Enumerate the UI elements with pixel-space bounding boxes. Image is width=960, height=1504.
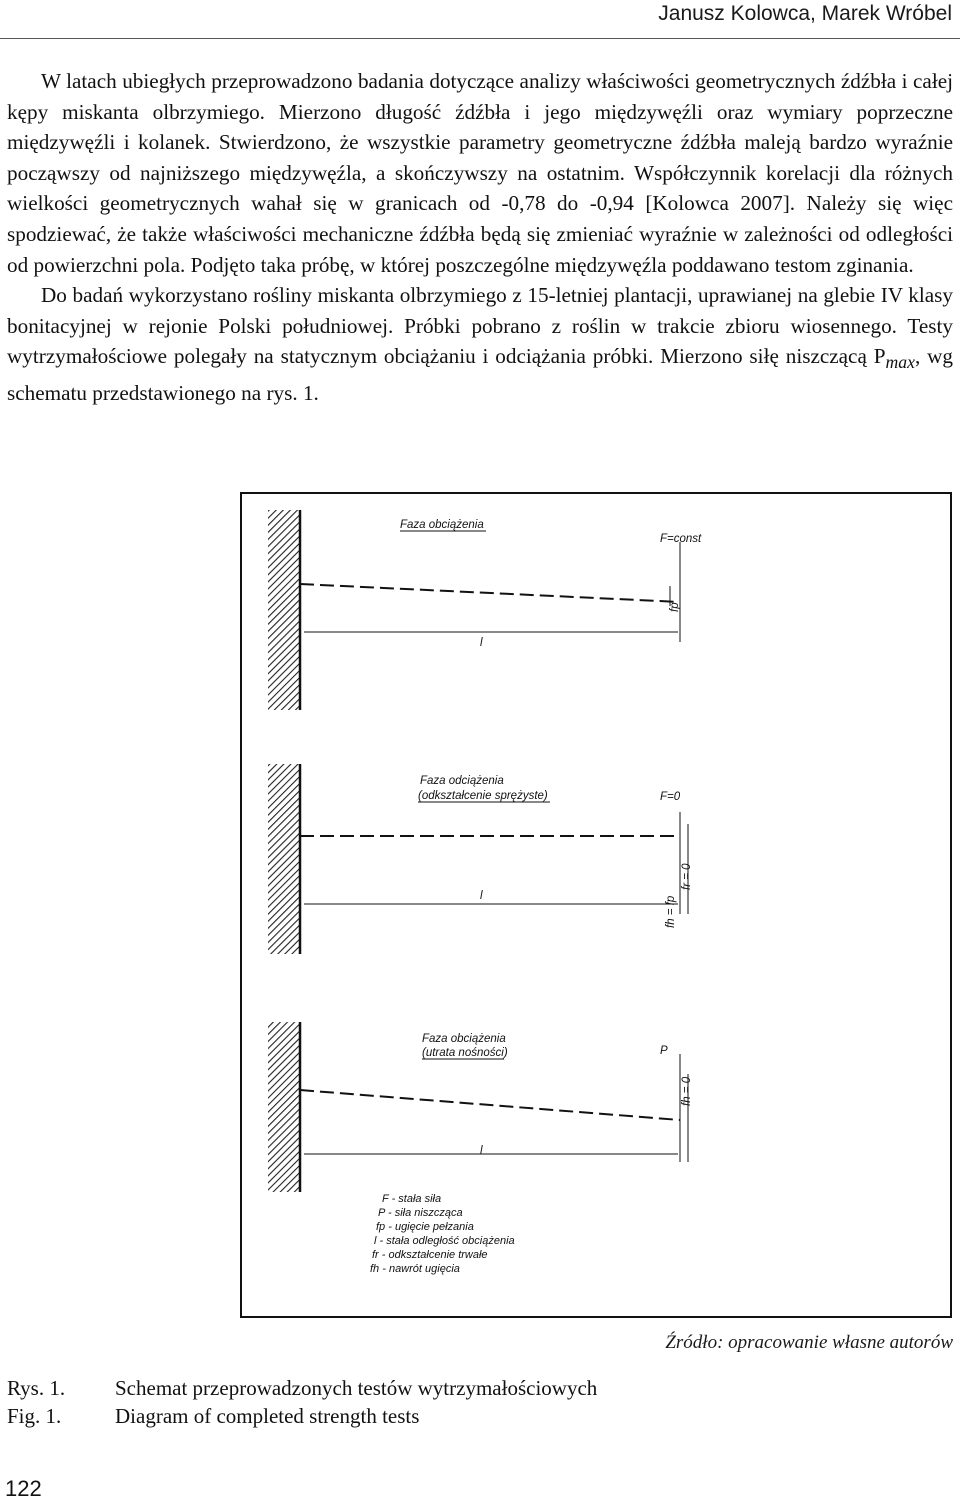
header-authors: Janusz Kolowca, Marek Wróbel	[658, 2, 952, 25]
running-header	[0, 0, 960, 39]
deflection-label-3: fh = 0	[681, 1076, 693, 1106]
caption-en	[7, 1404, 419, 1429]
length-label-2: l	[480, 890, 483, 902]
legend-item: F - stała siła	[382, 1193, 442, 1205]
caption-en-label: Fig. 1.	[7, 1404, 62, 1428]
length-label-3: l	[480, 1145, 483, 1157]
diagram-svg	[242, 494, 950, 1316]
figure-legend	[370, 1193, 515, 1275]
phase-label-3b: (utrata nośności)	[422, 1047, 508, 1059]
phase-label-2b: (odkształcenie sprężyste)	[418, 790, 548, 802]
wall-hatch-3	[268, 1022, 300, 1192]
legend-item: fh - nawrót ugięcia	[370, 1263, 460, 1275]
panel-failure	[268, 1022, 693, 1192]
phase-label-3a: Faza obciążenia	[422, 1033, 506, 1045]
legend-item: P - siła niszcząca	[378, 1207, 463, 1219]
page-number: 122	[5, 1476, 42, 1501]
figure-diagram	[240, 492, 952, 1318]
phase-label-2a: Faza odciążenia	[420, 775, 504, 787]
phase-label-1: Faza obciążenia	[400, 519, 484, 531]
wall-hatch-2	[268, 764, 300, 954]
paragraph-1: W latach ubiegłych przeprowadzono badania dotyczące analizy właściwości geometrycznych źdźbła i całej kępy miskanta olbrzymiego. Mierzono długość źdźbła i jego międzywęźli oraz wymiary poprzeczne międzywęźli i kolanek. Stwierdzono, że wszystkie parametry geometryczne źdźbła maleją bardzo wyraźnie począwszy od najniższego międzywęźla, a skończywszy na ostatnim. Współczynnik korelacji dla różnych wielkości geometrycznych wahał się w granicach od -0,78 do -0,94 [Kolowca 2007]. Należy się więc spodziewać, że także właściwości mechaniczne źdźbła będą się zmieniać wyraźnie w zależności od odległości od powierzchni pola. Podjęto taka próbę, w której poszczególne międzywęźla poddawano testom zginania.	[7, 69, 953, 277]
beam-3	[300, 1090, 680, 1120]
legend-item: l - stała odległość obciążenia	[374, 1235, 515, 1247]
caption-pl-label: Rys. 1.	[7, 1376, 66, 1400]
wall-hatch-1	[268, 510, 300, 710]
deflection-label-2b: fr = 0	[681, 863, 693, 890]
force-label-2: F=0	[660, 791, 681, 803]
caption-en-text: Diagram of completed strength tests	[115, 1404, 420, 1428]
caption-pl	[7, 1376, 597, 1401]
legend-item: fr - odkształcenie trwałe	[372, 1249, 488, 1261]
body-text	[7, 66, 953, 409]
paragraph-2-tail: , wg schematu przedstawionego na rys. 1.	[7, 344, 953, 406]
panel-unloading	[268, 764, 693, 954]
paragraph-2	[7, 280, 953, 409]
paragraph-2-text: Do badań wykorzystano rośliny miskanta olbrzymiego z 15-letniej plantacji, uprawianej na glebie IV klasy bonitacyjnej w rejonie Polski południowej. Próbki pobrano z roślin w trakcie zbioru wiosennego. Testy wytrzymałościowe polegały na statycznym obciążaniu i odciążania próbki. Mierzono siłę niszczącą P	[7, 283, 953, 369]
beam-1	[300, 584, 680, 602]
length-label-1: l	[480, 637, 483, 649]
caption-pl-text: Schemat przeprowadzonych testów wytrzymałościowych	[115, 1376, 598, 1400]
force-label-3: P	[660, 1045, 668, 1057]
panel-loading	[268, 510, 702, 710]
pmax-subscript: max	[885, 352, 915, 373]
legend-item: fp - ugięcie pełzania	[376, 1221, 474, 1233]
force-label-1: F=const	[660, 533, 702, 545]
figure-source: Źródło: opracowanie własne autorów	[665, 1332, 953, 1353]
deflection-label-2a: fh = fp	[665, 895, 677, 928]
deflection-label-1: fp	[669, 602, 681, 612]
